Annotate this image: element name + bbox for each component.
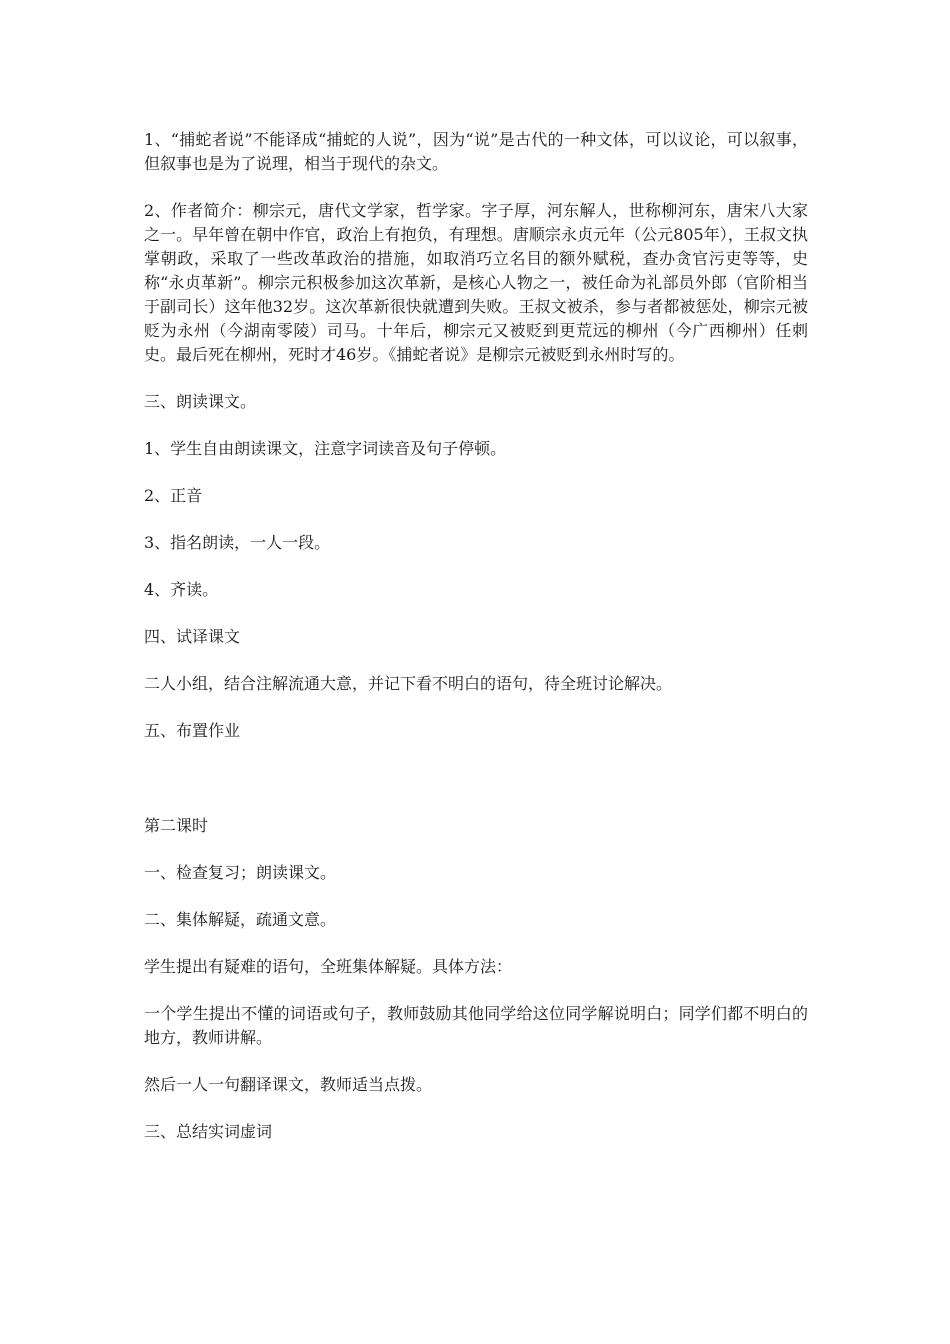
paragraph-lesson-2-step-1: 一、检查复习；朗读课文。 [144,863,337,882]
paragraph-step-2: 2、正音 [144,486,203,505]
document-body [144,128,808,1167]
paragraph-lesson-2-method: 学生提出有疑难的语句，全班集体解疑。具体方法： [144,957,513,976]
paragraph-lesson-2-translate: 然后一人一句翻译课文，教师适当点拨。 [144,1075,433,1094]
section-spacer [144,766,808,814]
paragraph-lesson-2-heading: 第二课时 [144,816,209,835]
paragraph-lesson-2-step-3: 三、总结实词虚词 [144,1122,273,1141]
paragraph-author-intro: 2、作者简介：柳宗元，唐代文学家，哲学家。字子厚，河东解人，世称柳河东，唐宋八大家之一。早年曾在朝中作官，政治上有抱负，有理想。唐顺宗永贞元年（公元805年），王叔文执掌朝政，采取了一些改革政治的措施，如取消巧立名目的额外赋税，查办贪官污吏等等，史称“永贞革新”。柳宗元积极参加这次革新，是核心人物之一，被任命为礼部员外郎（官阶相当于副司长）这年他32岁。这次革新很快就遭到失败。王叔文被杀，参与者都被惩处，柳宗元被贬为永州（今湖南零陵）司马。十年后，柳宗元又被贬到更荒远的柳州（今广西柳州）任刺史。最后死在柳州，死时才46岁。《捕蛇者说》是柳宗元被贬到永州时写的。 [144,201,808,364]
paragraph-step-1: 1、学生自由朗读课文，注意字词读音及句子停顿。 [144,439,507,458]
paragraph-group-work: 二人小组，结合注解流通大意，并记下看不明白的语句，待全班讨论解决。 [144,674,673,693]
paragraph-section-4: 四、试译课文 [144,627,241,646]
paragraph-section-5: 五、布置作业 [144,721,241,740]
paragraph-step-3: 3、指名朗读，一人一段。 [144,533,331,552]
paragraph-title-note: 1、“捕蛇者说”不能译成“捕蛇的人说”，因为“说”是古代的一种文体，可以议论，可以叙事，但叙事也是为了说理，相当于现代的杂文。 [144,130,808,173]
paragraph-section-3: 三、朗读课文。 [144,392,257,411]
paragraph-lesson-2-step-2: 二、集体解疑，疏通文意。 [144,910,337,929]
paragraph-lesson-2-detail: 一个学生提出不懂的词语或句子，教师鼓励其他同学给这位同学解说明白；同学们都不明白的地方，教师讲解。 [144,1004,808,1047]
paragraph-step-4: 4、齐读。 [144,580,219,599]
